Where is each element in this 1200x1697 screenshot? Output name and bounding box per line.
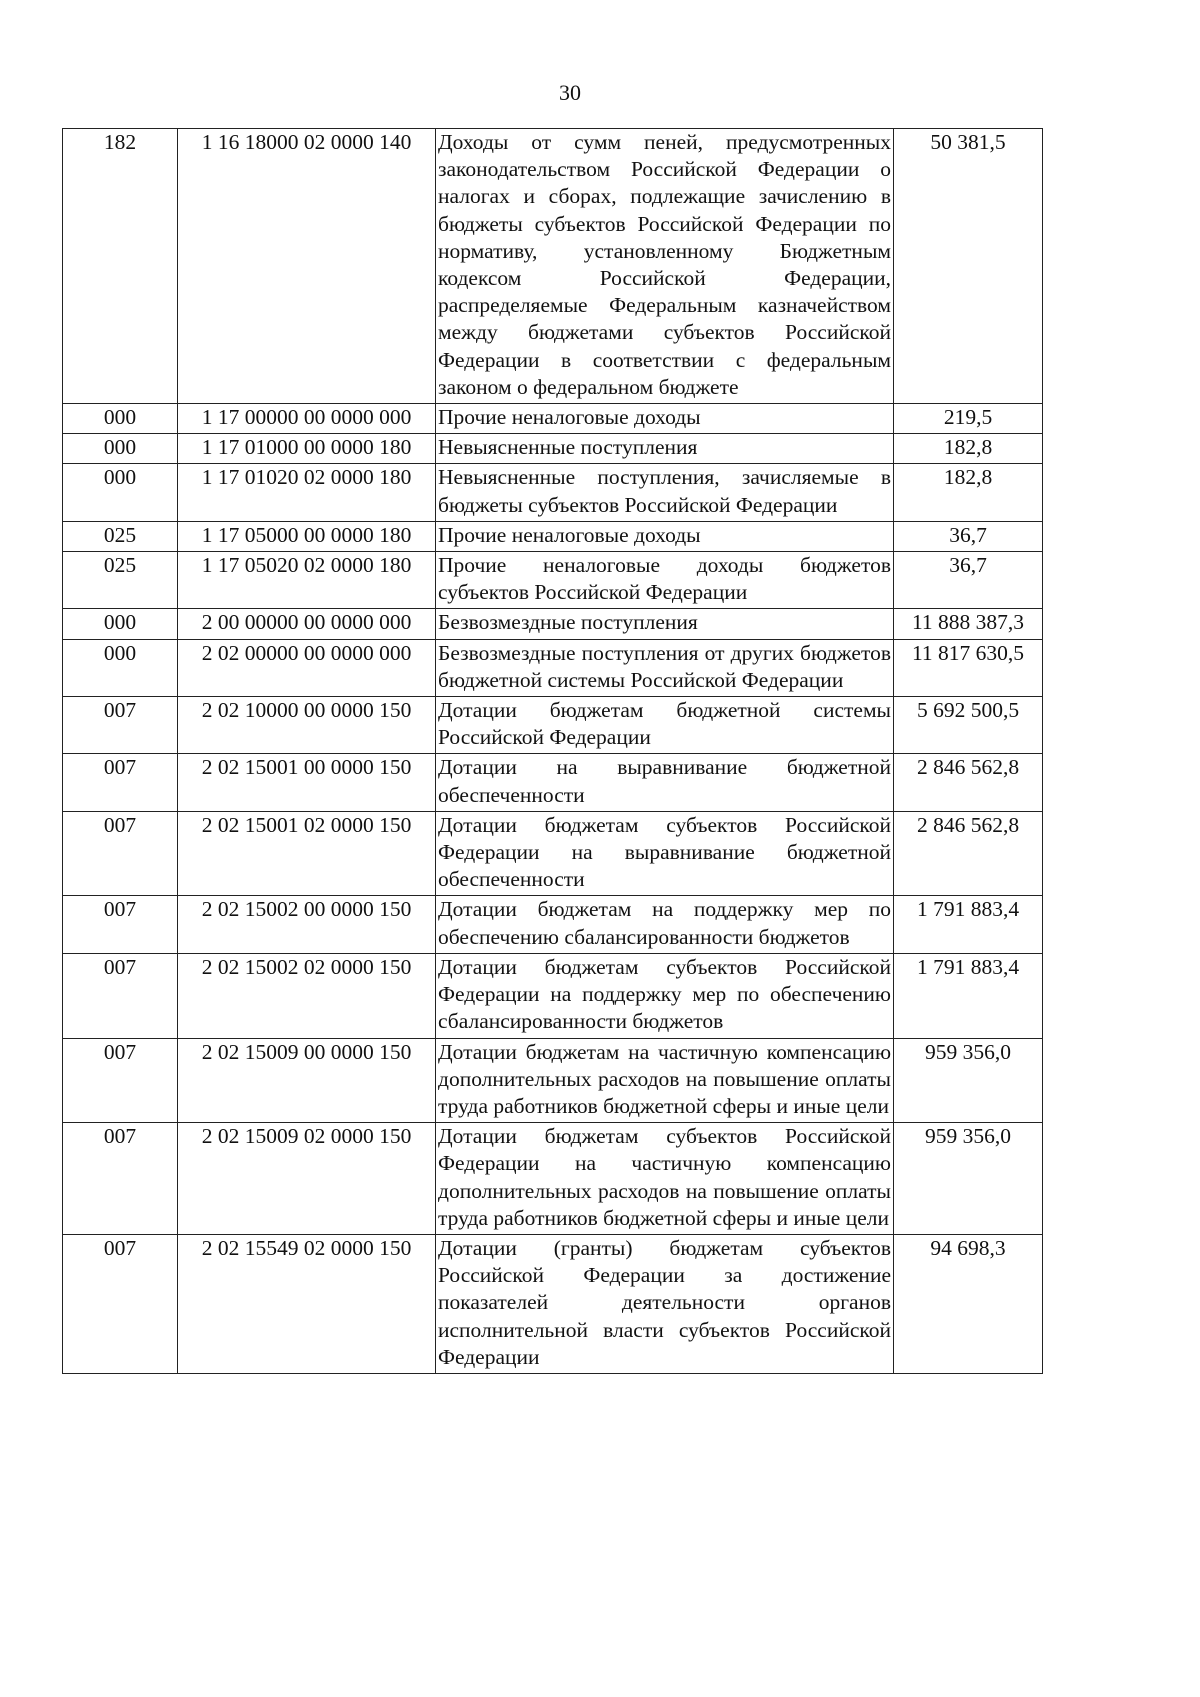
revenue-name-cell: Дотации бюджетам субъектов Российской Федерации на выравнивание бюджетной обеспеченности	[436, 811, 894, 896]
revenue-code-cell: 1 17 05000 00 0000 180	[178, 521, 436, 551]
table-row	[63, 953, 1043, 1038]
revenue-code-cell: 1 17 01020 02 0000 180	[178, 464, 436, 521]
revenue-name-cell: Дотации бюджетам на поддержку мер по обеспечению сбалансированности бюджетов	[436, 896, 894, 953]
admin-code-cell: 182	[63, 129, 178, 404]
revenue-code-cell: 1 16 18000 02 0000 140	[178, 129, 436, 404]
admin-code-cell: 007	[63, 1234, 178, 1373]
admin-code-cell: 000	[63, 639, 178, 696]
revenue-name-cell: Дотации бюджетам субъектов Российской Федерации на частичную компенсацию дополнительных расходов на повышение оплаты труда работников бюджетной сферы и иные цели	[436, 1123, 894, 1235]
revenue-code-cell: 2 02 15001 00 0000 150	[178, 754, 436, 811]
admin-code-cell: 025	[63, 552, 178, 609]
revenue-name-cell: Дотации на выравнивание бюджетной обеспеченности	[436, 754, 894, 811]
amount-cell: 2 846 562,8	[894, 754, 1043, 811]
revenue-code-cell: 2 02 15002 00 0000 150	[178, 896, 436, 953]
revenue-code-cell: 2 00 00000 00 0000 000	[178, 609, 436, 639]
table-row	[63, 754, 1043, 811]
amount-cell: 182,8	[894, 434, 1043, 464]
table-row	[63, 1123, 1043, 1235]
table-row	[63, 404, 1043, 434]
page-number: 30	[559, 80, 581, 105]
admin-code-cell: 007	[63, 1038, 178, 1123]
revenue-name-cell: Дотации (гранты) бюджетам субъектов Российской Федерации за достижение показателей деятельности органов исполнительной власти субъектов Российской Федерации	[436, 1234, 894, 1373]
table-row	[63, 896, 1043, 953]
admin-code-cell: 007	[63, 896, 178, 953]
revenue-name-cell: Дотации бюджетам субъектов Российской Федерации на поддержку мер по обеспечению сбалансированности бюджетов	[436, 953, 894, 1038]
revenue-code-cell: 2 02 00000 00 0000 000	[178, 639, 436, 696]
admin-code-cell: 000	[63, 434, 178, 464]
amount-cell: 11 817 630,5	[894, 639, 1043, 696]
revenue-name-cell: Безвозмездные поступления от других бюджетов бюджетной системы Российской Федерации	[436, 639, 894, 696]
admin-code-cell: 007	[63, 953, 178, 1038]
table-row	[63, 521, 1043, 551]
revenue-name-cell: Безвозмездные поступления	[436, 609, 894, 639]
table-row	[63, 552, 1043, 609]
amount-cell: 959 356,0	[894, 1123, 1043, 1235]
amount-cell: 11 888 387,3	[894, 609, 1043, 639]
amount-cell: 36,7	[894, 552, 1043, 609]
revenue-table-body	[63, 129, 1043, 1374]
amount-cell: 1 791 883,4	[894, 953, 1043, 1038]
admin-code-cell: 007	[63, 697, 178, 754]
revenue-name-cell: Невыясненные поступления	[436, 434, 894, 464]
revenue-code-cell: 1 17 05020 02 0000 180	[178, 552, 436, 609]
revenue-code-cell: 2 02 15549 02 0000 150	[178, 1234, 436, 1373]
table-row	[63, 811, 1043, 896]
revenue-code-cell: 2 02 10000 00 0000 150	[178, 697, 436, 754]
revenue-code-cell: 2 02 15001 02 0000 150	[178, 811, 436, 896]
table-row	[63, 1234, 1043, 1373]
admin-code-cell: 007	[63, 811, 178, 896]
amount-cell: 50 381,5	[894, 129, 1043, 404]
amount-cell: 959 356,0	[894, 1038, 1043, 1123]
amount-cell: 182,8	[894, 464, 1043, 521]
amount-cell: 1 791 883,4	[894, 896, 1043, 953]
revenue-name-cell: Прочие неналоговые доходы	[436, 521, 894, 551]
revenue-code-cell: 2 02 15009 02 0000 150	[178, 1123, 436, 1235]
admin-code-cell: 007	[63, 1123, 178, 1235]
amount-cell: 94 698,3	[894, 1234, 1043, 1373]
revenue-code-cell: 1 17 00000 00 0000 000	[178, 404, 436, 434]
amount-cell: 36,7	[894, 521, 1043, 551]
amount-cell: 219,5	[894, 404, 1043, 434]
revenue-name-cell: Доходы от сумм пеней, предусмотренных законодательством Российской Федерации о налогах и сборах, подлежащие зачислению в бюджеты субъектов Российской Федерации по нормативу, установленному Бюджетным кодексом Российской Федерации, распределяемые Федеральным казначейством между бюджетами субъектов Российской Федерации в соответствии с федеральным законом о федеральном бюджете	[436, 129, 894, 404]
revenue-name-cell: Прочие неналоговые доходы бюджетов субъектов Российской Федерации	[436, 552, 894, 609]
table-row	[63, 609, 1043, 639]
revenue-name-cell: Прочие неналоговые доходы	[436, 404, 894, 434]
revenue-code-cell: 2 02 15002 02 0000 150	[178, 953, 436, 1038]
admin-code-cell: 007	[63, 754, 178, 811]
admin-code-cell: 000	[63, 464, 178, 521]
table-row	[63, 434, 1043, 464]
table-row	[63, 1038, 1043, 1123]
revenue-code-cell: 2 02 15009 00 0000 150	[178, 1038, 436, 1123]
amount-cell: 5 692 500,5	[894, 697, 1043, 754]
table-row	[63, 697, 1043, 754]
table-row	[63, 129, 1043, 404]
revenue-name-cell: Дотации бюджетам на частичную компенсацию дополнительных расходов на повышение оплаты труда работников бюджетной сферы и иные цели	[436, 1038, 894, 1123]
admin-code-cell: 000	[63, 609, 178, 639]
revenue-name-cell: Дотации бюджетам бюджетной системы Российской Федерации	[436, 697, 894, 754]
admin-code-cell: 000	[63, 404, 178, 434]
table-row	[63, 639, 1043, 696]
admin-code-cell: 025	[63, 521, 178, 551]
revenue-table	[62, 128, 1043, 1374]
table-row	[63, 464, 1043, 521]
revenue-name-cell: Невыясненные поступления, зачисляемые в бюджеты субъектов Российской Федерации	[436, 464, 894, 521]
revenue-code-cell: 1 17 01000 00 0000 180	[178, 434, 436, 464]
amount-cell: 2 846 562,8	[894, 811, 1043, 896]
